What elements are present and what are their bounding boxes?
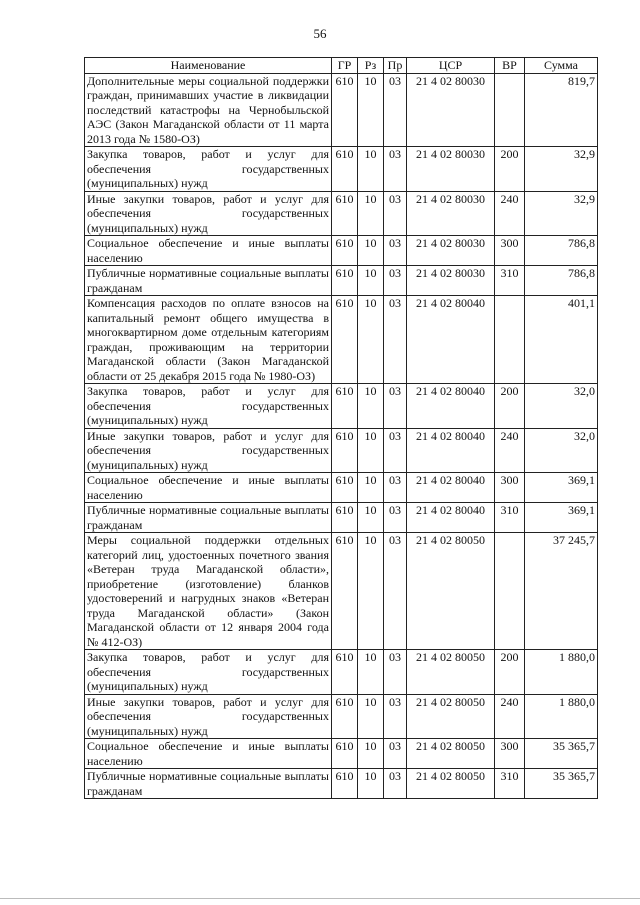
cell-sum: 369,1 — [525, 473, 598, 503]
table-row — [85, 503, 598, 533]
cell-vr — [495, 73, 525, 147]
cell-sum: 819,7 — [525, 73, 598, 147]
cell-csr: 21 4 02 80030 — [407, 73, 495, 147]
cell-gr: 610 — [332, 191, 358, 236]
cell-name: Иные закупки товаров, работ и услуг для обеспечения государственных (муниципальных) нужд — [85, 191, 332, 236]
table-row — [85, 296, 598, 384]
page-bottom-edge — [0, 898, 640, 899]
cell-gr: 610 — [332, 769, 358, 799]
cell-sum: 32,9 — [525, 147, 598, 192]
cell-pr: 03 — [384, 473, 407, 503]
cell-sum: 1 880,0 — [525, 650, 598, 695]
cell-sum: 37 245,7 — [525, 533, 598, 650]
cell-csr: 21 4 02 80030 — [407, 147, 495, 192]
cell-name: Компенсация расходов по оплате взносов на капитальный ремонт общего имущества в многоквартирном доме отдельным категориям граждан, проживающим на территории Магаданской области (Закон Магаданской области от 25 декабря 2015 года № 1980-ОЗ) — [85, 296, 332, 384]
cell-csr: 21 4 02 80040 — [407, 473, 495, 503]
cell-vr: 200 — [495, 147, 525, 192]
cell-csr: 21 4 02 80040 — [407, 503, 495, 533]
cell-pr: 03 — [384, 236, 407, 266]
cell-rz: 10 — [358, 769, 384, 799]
cell-sum: 32,0 — [525, 428, 598, 473]
cell-gr: 610 — [332, 147, 358, 192]
table-row — [85, 533, 598, 650]
cell-csr: 21 4 02 80040 — [407, 384, 495, 429]
cell-pr: 03 — [384, 296, 407, 384]
table-header — [85, 58, 598, 74]
cell-csr: 21 4 02 80040 — [407, 428, 495, 473]
cell-rz: 10 — [358, 73, 384, 147]
cell-gr: 610 — [332, 473, 358, 503]
cell-rz: 10 — [358, 236, 384, 266]
cell-sum: 786,8 — [525, 266, 598, 296]
cell-gr: 610 — [332, 533, 358, 650]
header-row — [85, 58, 598, 74]
cell-gr: 610 — [332, 739, 358, 769]
cell-vr: 310 — [495, 769, 525, 799]
cell-gr: 610 — [332, 503, 358, 533]
cell-csr: 21 4 02 80050 — [407, 739, 495, 769]
cell-pr: 03 — [384, 384, 407, 429]
cell-vr: 310 — [495, 503, 525, 533]
cell-rz: 10 — [358, 533, 384, 650]
cell-rz: 10 — [358, 739, 384, 769]
cell-rz: 10 — [358, 266, 384, 296]
cell-name: Социальное обеспечение и иные выплаты населению — [85, 739, 332, 769]
cell-rz: 10 — [358, 428, 384, 473]
cell-vr: 310 — [495, 266, 525, 296]
header-name: Наименование — [85, 58, 332, 74]
cell-sum: 32,9 — [525, 191, 598, 236]
cell-name: Закупка товаров, работ и услуг для обеспечения государственных (муниципальных) нужд — [85, 384, 332, 429]
cell-rz: 10 — [358, 650, 384, 695]
cell-csr: 21 4 02 80030 — [407, 191, 495, 236]
cell-vr: 240 — [495, 191, 525, 236]
cell-pr: 03 — [384, 533, 407, 650]
cell-csr: 21 4 02 80030 — [407, 266, 495, 296]
table-row — [85, 739, 598, 769]
cell-pr: 03 — [384, 769, 407, 799]
cell-gr: 610 — [332, 73, 358, 147]
cell-name: Публичные нормативные социальные выплаты гражданам — [85, 503, 332, 533]
cell-sum: 401,1 — [525, 296, 598, 384]
cell-name: Иные закупки товаров, работ и услуг для обеспечения государственных (муниципальных) нужд — [85, 428, 332, 473]
table-row — [85, 384, 598, 429]
table-row — [85, 236, 598, 266]
cell-name: Закупка товаров, работ и услуг для обеспечения государственных (муниципальных) нужд — [85, 650, 332, 695]
cell-gr: 610 — [332, 694, 358, 739]
cell-csr: 21 4 02 80050 — [407, 650, 495, 695]
cell-rz: 10 — [358, 694, 384, 739]
cell-vr: 200 — [495, 650, 525, 695]
header-vr: ВР — [495, 58, 525, 74]
table-row — [85, 769, 598, 799]
cell-vr: 240 — [495, 694, 525, 739]
page-number: 56 — [313, 26, 327, 41]
table-row — [85, 650, 598, 695]
cell-name: Иные закупки товаров, работ и услуг для обеспечения государственных (муниципальных) нужд — [85, 694, 332, 739]
cell-vr — [495, 296, 525, 384]
cell-name: Меры социальной поддержки отдельных категорий лиц, удостоенных почетного звания «Ветеран труда Магаданской области», приобретение (изготовление) бланков удостоверений и нагрудных знаков «Ветеран труда Магаданской области» (Закон Магаданской области от 12 января 2004 года № 412-ОЗ) — [85, 533, 332, 650]
cell-name: Публичные нормативные социальные выплаты гражданам — [85, 769, 332, 799]
cell-vr: 200 — [495, 384, 525, 429]
header-rz: Рз — [358, 58, 384, 74]
header-sum: Сумма — [525, 58, 598, 74]
budget-table — [84, 57, 598, 799]
cell-rz: 10 — [358, 296, 384, 384]
cell-name: Публичные нормативные социальные выплаты гражданам — [85, 266, 332, 296]
cell-sum: 786,8 — [525, 236, 598, 266]
cell-csr: 21 4 02 80030 — [407, 236, 495, 266]
header-csr: ЦСР — [407, 58, 495, 74]
cell-sum: 32,0 — [525, 384, 598, 429]
cell-pr: 03 — [384, 428, 407, 473]
cell-pr: 03 — [384, 191, 407, 236]
cell-pr: 03 — [384, 147, 407, 192]
cell-name: Дополнительные меры социальной поддержки граждан, принимавших участие в ликвидации последствий катастрофы на Чернобыльской АЭС (Закон Магаданской области от 11 марта 2013 года № 1580-ОЗ) — [85, 73, 332, 147]
cell-pr: 03 — [384, 73, 407, 147]
header-gr: ГР — [332, 58, 358, 74]
header-pr: Пр — [384, 58, 407, 74]
cell-gr: 610 — [332, 428, 358, 473]
table-row — [85, 473, 598, 503]
cell-name: Социальное обеспечение и иные выплаты населению — [85, 236, 332, 266]
cell-csr: 21 4 02 80050 — [407, 533, 495, 650]
cell-vr: 240 — [495, 428, 525, 473]
cell-sum: 35 365,7 — [525, 769, 598, 799]
cell-rz: 10 — [358, 503, 384, 533]
cell-gr: 610 — [332, 266, 358, 296]
cell-csr: 21 4 02 80050 — [407, 694, 495, 739]
cell-rz: 10 — [358, 384, 384, 429]
table-row — [85, 147, 598, 192]
cell-vr: 300 — [495, 236, 525, 266]
table-row — [85, 73, 598, 147]
cell-pr: 03 — [384, 694, 407, 739]
cell-pr: 03 — [384, 266, 407, 296]
cell-vr: 300 — [495, 739, 525, 769]
table-row — [85, 428, 598, 473]
table-row — [85, 191, 598, 236]
cell-sum: 1 880,0 — [525, 694, 598, 739]
cell-vr — [495, 533, 525, 650]
cell-gr: 610 — [332, 296, 358, 384]
cell-name: Закупка товаров, работ и услуг для обеспечения государственных (муниципальных) нужд — [85, 147, 332, 192]
cell-rz: 10 — [358, 147, 384, 192]
cell-pr: 03 — [384, 650, 407, 695]
cell-csr: 21 4 02 80050 — [407, 769, 495, 799]
cell-rz: 10 — [358, 191, 384, 236]
cell-pr: 03 — [384, 503, 407, 533]
cell-csr: 21 4 02 80040 — [407, 296, 495, 384]
cell-name: Социальное обеспечение и иные выплаты населению — [85, 473, 332, 503]
cell-gr: 610 — [332, 236, 358, 266]
table-row — [85, 694, 598, 739]
cell-rz: 10 — [358, 473, 384, 503]
cell-pr: 03 — [384, 739, 407, 769]
table-row — [85, 266, 598, 296]
cell-gr: 610 — [332, 384, 358, 429]
cell-gr: 610 — [332, 650, 358, 695]
cell-sum: 369,1 — [525, 503, 598, 533]
cell-vr: 300 — [495, 473, 525, 503]
cell-sum: 35 365,7 — [525, 739, 598, 769]
table-body — [85, 73, 598, 799]
